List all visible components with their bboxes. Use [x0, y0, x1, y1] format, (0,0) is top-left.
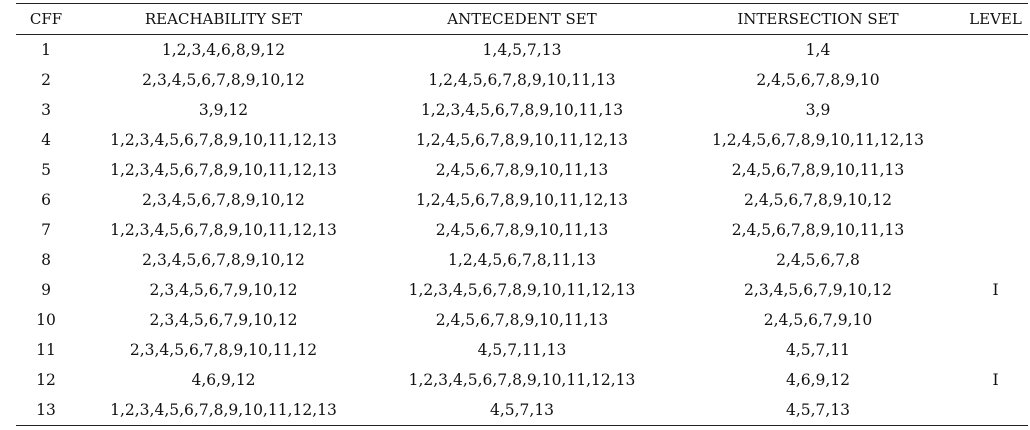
cell-antecedent-set: 1,2,4,5,6,7,8,9,10,11,13: [428, 71, 616, 89]
table-row: [16, 95, 1028, 125]
cell-antecedent-set: 1,2,3,4,5,6,7,8,9,10,11,13: [420, 101, 624, 119]
cell-antecedent-set: 1,2,4,5,6,7,8,11,13: [448, 251, 596, 269]
cell-antecedent-set: 1,4,5,7,13: [482, 41, 562, 59]
cell-cff: 10: [36, 311, 56, 329]
cell-cff: 8: [41, 251, 51, 269]
header-antecedent-set: ANTECEDENT SET: [447, 10, 597, 28]
cell-level: [963, 35, 1028, 66]
cell-cff: 3: [41, 101, 51, 119]
table-header: [16, 4, 1028, 35]
cell-reachability-set: 4,6,9,12: [191, 371, 256, 389]
cell-level: [963, 185, 1028, 215]
cell-antecedent-set: 4,5,7,11,13: [477, 341, 567, 359]
cell-antecedent-set: 2,4,5,6,7,8,9,10,11,13: [435, 161, 609, 179]
table-row: [16, 245, 1028, 275]
cell-level: [963, 65, 1028, 95]
cell-intersection-set: 2,3,4,5,6,7,9,10,12: [744, 281, 892, 299]
cell-antecedent-set: 2,4,5,6,7,8,9,10,11,13: [435, 311, 609, 329]
cell-intersection-set: 2,4,5,6,7,8,9,10,12: [744, 191, 892, 209]
cell-level: [963, 395, 1028, 426]
table-row: [16, 35, 1028, 66]
header-reachability-set: REACHABILITY SET: [144, 10, 303, 28]
cell-reachability-set: 2,3,4,5,6,7,8,9,10,12: [142, 71, 305, 89]
cell-reachability-set: 1,2,3,4,5,6,7,8,9,10,11,12,13: [110, 161, 337, 179]
cell-reachability-set: 2,3,4,5,6,7,9,10,12: [149, 281, 298, 299]
table-body: [16, 35, 1028, 426]
cell-level: [963, 215, 1028, 245]
cell-cff: 6: [41, 191, 51, 209]
header-row: [16, 4, 1028, 35]
cell-cff: 11: [36, 341, 56, 359]
cell-reachability-set: 1,2,3,4,5,6,7,8,9,10,11,12,13: [110, 401, 337, 419]
cell-level: [963, 155, 1028, 185]
reachability-table: [16, 3, 1028, 426]
cell-antecedent-set: 1,2,4,5,6,7,8,9,10,11,12,13: [416, 131, 628, 149]
cell-intersection-set: 1,4: [805, 41, 831, 59]
cell-antecedent-set: 1,2,4,5,6,7,8,9,10,11,12,13: [416, 191, 628, 209]
cell-intersection-set: 2,4,5,6,7,8,9,10: [756, 71, 880, 89]
cell-reachability-set: 3,9,12: [198, 101, 249, 119]
cell-intersection-set: 1,2,4,5,6,7,8,9,10,11,12,13: [712, 131, 924, 149]
cell-cff: 7: [41, 221, 51, 239]
cell-reachability-set: 1,2,3,4,5,6,7,8,9,10,11,12,13: [110, 221, 337, 239]
cell-intersection-set: 4,6,9,12: [785, 371, 851, 389]
cell-antecedent-set: 2,4,5,6,7,8,9,10,11,13: [435, 221, 609, 239]
cell-antecedent-set: 1,2,3,4,5,6,7,8,9,10,11,12,13: [408, 281, 636, 299]
table-row: [16, 335, 1028, 365]
cell-intersection-set: 2,4,5,6,7,8,9,10,11,13: [731, 221, 905, 239]
cell-level: [963, 305, 1028, 335]
table-row: [16, 155, 1028, 185]
cell-intersection-set: 4,5,7,13: [785, 401, 851, 419]
table-row: [16, 395, 1028, 426]
cell-level: I: [992, 281, 999, 299]
table-row: [16, 65, 1028, 95]
cell-level: [963, 245, 1028, 275]
cell-cff: 9: [41, 281, 51, 299]
cell-cff: 4: [41, 131, 51, 149]
cell-level: I: [992, 371, 999, 389]
cell-reachability-set: 1,2,3,4,6,8,9,12: [161, 41, 286, 59]
table-row: [16, 215, 1028, 245]
table-row: [16, 185, 1028, 215]
cell-cff: 2: [41, 71, 51, 89]
header-level: LEVEL: [969, 10, 1022, 28]
header-cff: CFF: [29, 10, 63, 28]
cell-reachability-set: 2,3,4,5,6,7,9,10,12: [149, 311, 298, 329]
cell-cff: 5: [41, 161, 51, 179]
cell-intersection-set: 3,9: [805, 101, 831, 119]
cell-antecedent-set: 1,2,3,4,5,6,7,8,9,10,11,12,13: [408, 371, 636, 389]
cell-cff: 1: [41, 41, 51, 59]
cell-antecedent-set: 4,5,7,13: [489, 401, 555, 419]
cell-reachability-set: 1,2,3,4,5,6,7,8,9,10,11,12,13: [110, 131, 337, 149]
cell-reachability-set: 2,3,4,5,6,7,8,9,10,11,12: [129, 341, 318, 359]
cell-intersection-set: 2,4,5,6,7,8,9,10,11,13: [731, 161, 905, 179]
table-row: [16, 305, 1028, 335]
header-intersection-set: INTERSECTION SET: [737, 10, 899, 28]
cell-level: [963, 95, 1028, 125]
cell-cff: 12: [36, 371, 56, 389]
cell-intersection-set: 2,4,5,6,7,9,10: [763, 311, 873, 329]
cell-level: [963, 335, 1028, 365]
table-row: [16, 275, 1028, 305]
cell-intersection-set: 2,4,5,6,7,8: [776, 251, 860, 269]
table-row: [16, 365, 1028, 395]
cell-intersection-set: 4,5,7,11: [785, 341, 851, 359]
cell-reachability-set: 2,3,4,5,6,7,8,9,10,12: [142, 191, 305, 209]
cell-cff: 13: [36, 401, 56, 419]
table-row: [16, 125, 1028, 155]
cell-reachability-set: 2,3,4,5,6,7,8,9,10,12: [142, 251, 305, 269]
cell-level: [963, 125, 1028, 155]
